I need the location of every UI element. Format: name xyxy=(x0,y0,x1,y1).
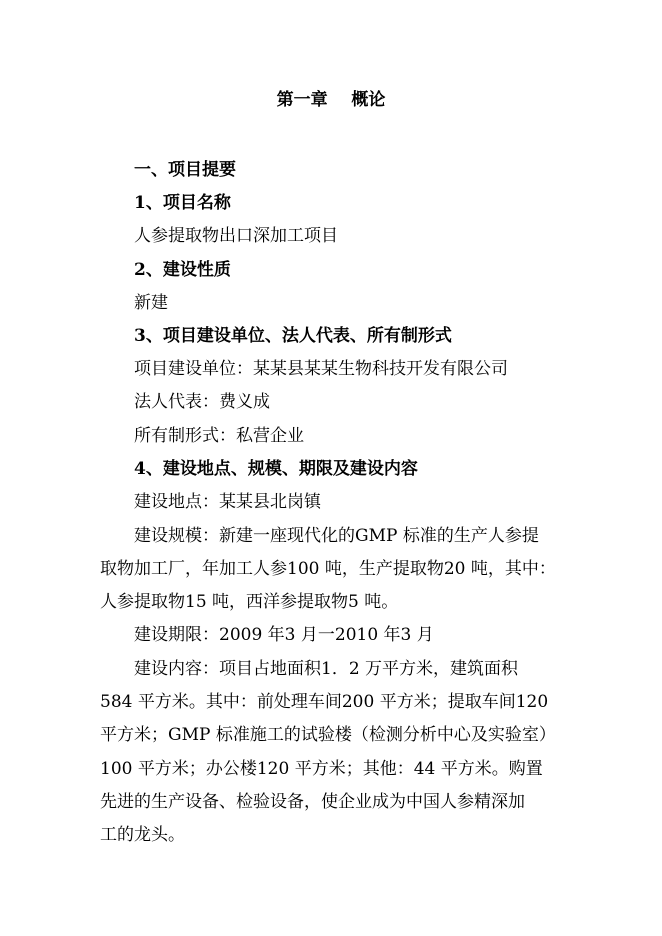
item2-body: 新建 xyxy=(134,293,168,313)
content-line: 平方米；GMP 标准施工的试验楼（检测分析中心及实验室） xyxy=(100,725,556,745)
item3-heading: 3、项目建设单位、法人代表、所有制形式 xyxy=(134,326,452,346)
section-heading: 一、项目提要 xyxy=(134,160,236,180)
item4-heading: 4、建设地点、规模、期限及建设内容 xyxy=(134,459,418,479)
item1-heading: 1、项目名称 xyxy=(134,193,231,213)
item3-owner: 所有制形式：私营企业 xyxy=(134,426,304,446)
scale-line: 人参提取物15 吨，西洋参提取物5 吨。 xyxy=(100,592,399,612)
scale-line: 建设规模：新建一座现代化的GMP 标准的生产人参提 xyxy=(134,526,539,546)
item4-location: 建设地点：某某县北岗镇 xyxy=(134,492,321,512)
content-line: 先进的生产设备、检验设备，使企业成为中国人参精深加 xyxy=(100,792,525,812)
content-line: 建设内容：项目占地面积1．2 万平方米，建筑面积 xyxy=(134,659,519,679)
item3-rep: 法人代表：费义成 xyxy=(134,392,270,412)
content-line: 100 平方米；办公楼120 平方米；其他：44 平方米。购置 xyxy=(100,759,543,779)
item1-body: 人参提取物出口深加工项目 xyxy=(134,226,338,246)
content-line: 584 平方米。其中：前处理车间200 平方米；提取车间120 xyxy=(100,692,549,712)
item3-unit: 项目建设单位：某某县某某生物科技开发有限公司 xyxy=(134,359,508,379)
scale-line: 取物加工厂，年加工人参100 吨，生产提取物20 吨，其中： xyxy=(100,559,556,579)
content-line: 工的龙头。 xyxy=(100,825,185,845)
period-line: 建设期限：2009 年3 月一2010 年3 月 xyxy=(134,625,434,645)
chapter-title: 第一章 概论 xyxy=(276,90,386,110)
item2-heading: 2、建设性质 xyxy=(134,260,231,280)
